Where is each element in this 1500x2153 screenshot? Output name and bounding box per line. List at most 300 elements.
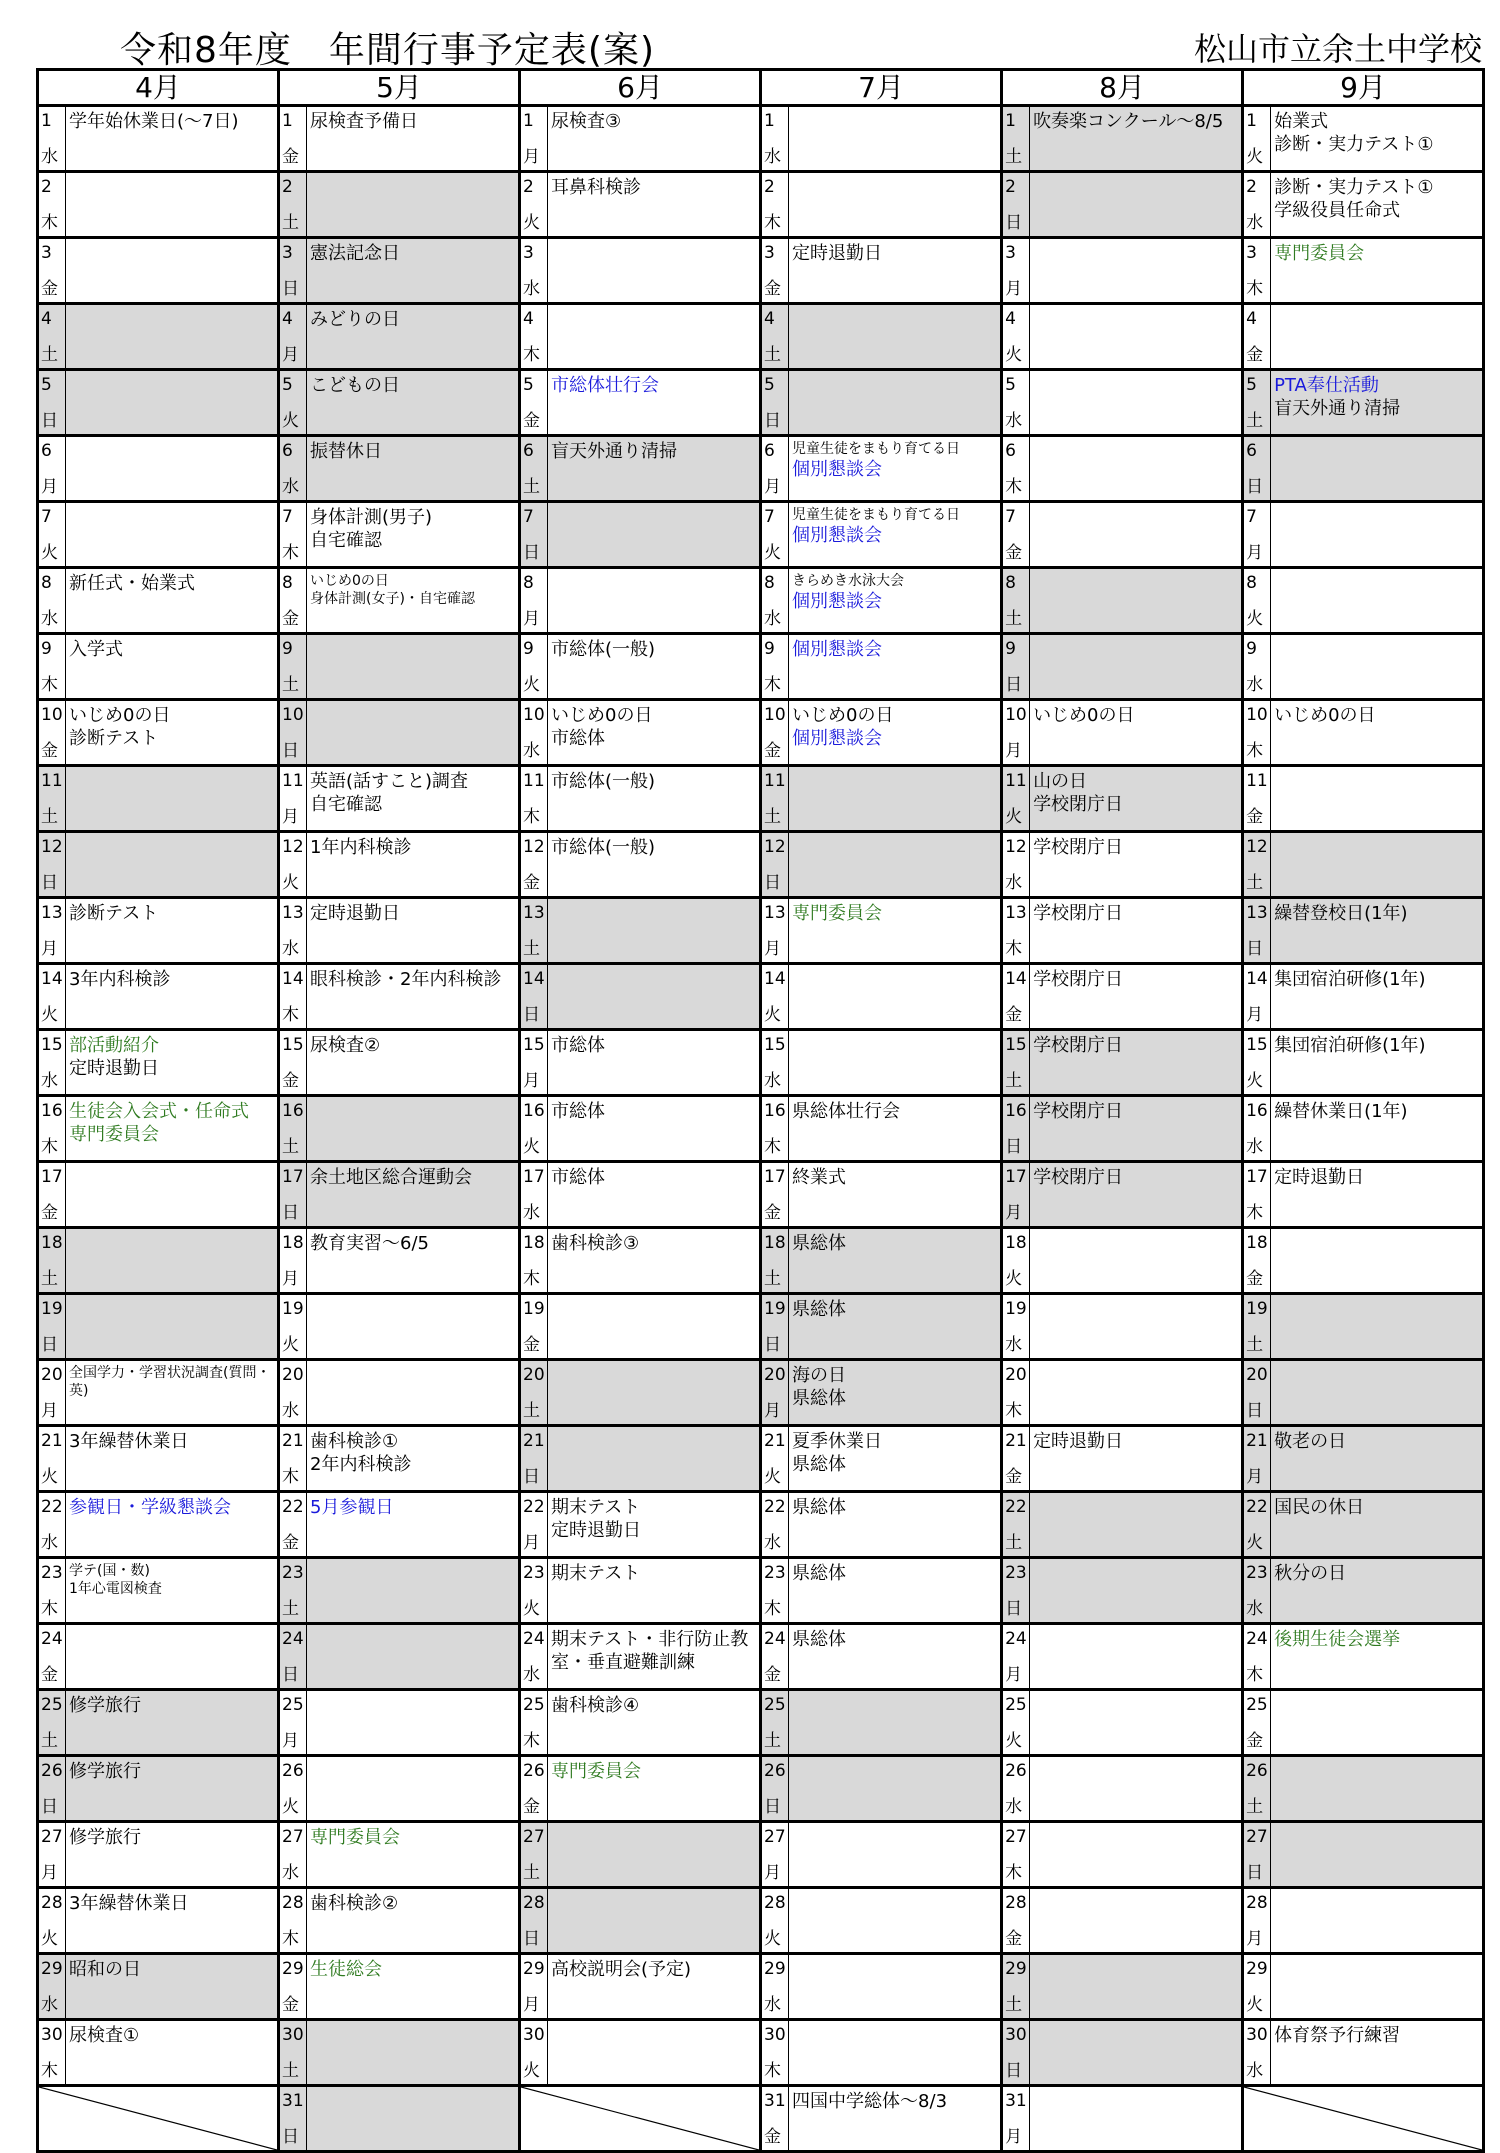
day-number: 5 <box>764 375 775 395</box>
event-cell <box>1030 2086 1243 2152</box>
date-cell <box>279 964 307 1030</box>
event-list <box>66 1361 277 1400</box>
event-list <box>307 305 518 331</box>
event-cell <box>789 238 1002 304</box>
day-number: 16 <box>523 1101 545 1121</box>
day-number: 15 <box>41 1035 63 1055</box>
weekday: 金 <box>1246 1269 1264 1289</box>
event-text: 個別懇談会 <box>792 459 883 480</box>
event-text: 市総体 <box>551 1101 606 1122</box>
event-cell <box>307 1756 520 1822</box>
event-cell <box>789 1162 1002 1228</box>
weekday: 金 <box>1246 807 1264 827</box>
weekday: 土 <box>41 807 58 827</box>
event-text: 診断・実力テスト① <box>1274 177 1434 198</box>
event-cell <box>307 1228 520 1294</box>
weekday: 日 <box>1005 1137 1023 1157</box>
weekday: 月 <box>764 477 782 497</box>
event-cell <box>307 1426 520 1492</box>
event-cell <box>1030 1558 1243 1624</box>
weekday: 火 <box>523 1599 541 1619</box>
day-number: 25 <box>764 1695 786 1715</box>
weekday: 木 <box>523 345 541 365</box>
event-text: 吹奏楽コンクール～8/5 <box>1033 111 1224 132</box>
date-cell <box>1002 1030 1030 1096</box>
event-list <box>307 503 518 552</box>
event-cell <box>1271 238 1484 304</box>
event-cell <box>789 1426 1002 1492</box>
event-text: 専門委員会 <box>310 1827 401 1848</box>
event-text: 海の日 <box>792 1365 847 1386</box>
event-cell <box>789 2020 1002 2086</box>
date-cell <box>1002 1624 1030 1690</box>
date-cell <box>1243 1228 1271 1294</box>
event-text: 始業式 <box>1274 111 1329 132</box>
date-cell <box>520 832 548 898</box>
event-cell <box>548 766 761 832</box>
event-text: 定時退勤日 <box>551 1520 642 1541</box>
day-number: 31 <box>282 2091 304 2111</box>
event-cell <box>1271 1096 1484 1162</box>
event-cell <box>307 1360 520 1426</box>
weekday: 火 <box>523 213 541 233</box>
weekday: 日 <box>41 1797 58 1817</box>
date-cell <box>38 1162 66 1228</box>
day-number: 8 <box>41 573 52 593</box>
event-cell <box>548 304 761 370</box>
date-cell <box>279 2020 307 2086</box>
weekday: 月 <box>282 1269 300 1289</box>
event-list <box>1030 371 1241 374</box>
event-text: 市総体 <box>551 1035 606 1056</box>
event-list <box>548 305 759 308</box>
event-cell <box>1030 1162 1243 1228</box>
event-cell <box>1271 1624 1484 1690</box>
date-cell <box>761 106 789 172</box>
event-list <box>1271 1625 1482 1651</box>
date-cell <box>1243 238 1271 304</box>
day-number: 10 <box>282 705 304 725</box>
day-number: 3 <box>523 243 534 263</box>
date-cell <box>38 1096 66 1162</box>
weekday: 木 <box>1005 1401 1023 1421</box>
day-number: 14 <box>41 969 63 989</box>
event-list <box>307 1361 518 1364</box>
weekday: 火 <box>282 1797 300 1817</box>
date-cell <box>520 436 548 502</box>
day-number: 12 <box>764 837 786 857</box>
event-list <box>66 1163 277 1166</box>
date-cell <box>38 502 66 568</box>
event-list <box>307 107 518 133</box>
weekday: 木 <box>282 543 300 563</box>
weekday: 木 <box>1005 1863 1023 1883</box>
day-number: 16 <box>1005 1101 1027 1121</box>
weekday: 月 <box>1005 1203 1023 1223</box>
event-text: 盲天外通り清掃 <box>1274 398 1401 419</box>
event-list <box>1030 1295 1241 1298</box>
day-row <box>38 1954 1484 2020</box>
event-cell <box>307 238 520 304</box>
event-text: 自宅確認 <box>310 530 383 551</box>
event-list <box>66 767 277 770</box>
weekday: 木 <box>282 1929 300 1949</box>
weekday: 火 <box>764 1005 782 1025</box>
event-list <box>66 1493 277 1519</box>
day-number: 21 <box>1005 1431 1027 1451</box>
day-number: 22 <box>1005 1497 1027 1517</box>
event-list <box>1030 1955 1241 1958</box>
weekday: 金 <box>282 609 300 629</box>
weekday: 水 <box>764 609 782 629</box>
day-number: 13 <box>282 903 304 923</box>
event-list <box>548 1361 759 1364</box>
event-cell <box>1271 1756 1484 1822</box>
weekday: 月 <box>1005 279 1023 299</box>
event-cell <box>789 1888 1002 1954</box>
day-number: 3 <box>1246 243 1257 263</box>
day-number: 27 <box>1246 1827 1268 1847</box>
day-number: 31 <box>1005 2091 1027 2111</box>
day-number: 27 <box>1005 1827 1027 1847</box>
weekday: 火 <box>41 1467 58 1487</box>
day-number: 21 <box>1246 1431 1268 1451</box>
event-cell <box>789 1360 1002 1426</box>
date-cell <box>38 1030 66 1096</box>
day-number: 23 <box>41 1563 63 1583</box>
weekday: 火 <box>523 2061 541 2081</box>
day-row <box>38 238 1484 304</box>
date-cell <box>279 1558 307 1624</box>
date-cell <box>279 1360 307 1426</box>
weekday: 水 <box>1005 873 1023 893</box>
date-cell <box>761 634 789 700</box>
date-cell <box>38 1954 66 2020</box>
day-number: 17 <box>523 1167 545 1187</box>
event-cell <box>66 1690 279 1756</box>
day-number: 12 <box>1246 837 1268 857</box>
day-number: 24 <box>523 1629 545 1649</box>
event-list <box>789 1955 1000 1958</box>
event-cell <box>548 1558 761 1624</box>
weekday: 火 <box>523 675 541 695</box>
event-text: きらめき水泳大会 <box>792 573 905 589</box>
weekday: 水 <box>41 1995 58 2015</box>
date-cell <box>1002 238 1030 304</box>
weekday: 月 <box>523 147 541 167</box>
weekday: 金 <box>282 1533 300 1553</box>
event-text: 3年内科検診 <box>69 969 171 990</box>
event-list <box>789 1493 1000 1519</box>
date-cell <box>1243 1954 1271 2020</box>
day-number: 9 <box>1246 639 1257 659</box>
event-list <box>66 1691 277 1717</box>
event-cell <box>548 898 761 964</box>
event-list <box>307 569 518 608</box>
weekday: 木 <box>1005 477 1023 497</box>
day-number: 14 <box>282 969 304 989</box>
date-cell <box>1243 634 1271 700</box>
day-row <box>38 1294 1484 1360</box>
day-number: 10 <box>1246 705 1268 725</box>
event-list <box>789 1031 1000 1034</box>
event-text: 定時退勤日 <box>310 903 401 924</box>
date-cell <box>1002 1558 1030 1624</box>
weekday: 金 <box>282 1071 300 1091</box>
event-list <box>548 833 759 859</box>
weekday: 火 <box>764 1929 782 1949</box>
day-number: 2 <box>282 177 293 197</box>
event-text: 県総体 <box>792 1629 847 1650</box>
event-cell <box>789 766 1002 832</box>
event-cell <box>66 1558 279 1624</box>
date-cell <box>761 964 789 1030</box>
school-name: 松山市立余土中学校 <box>1193 30 1482 68</box>
weekday: 金 <box>41 1203 58 1223</box>
event-cell <box>1271 898 1484 964</box>
event-cell <box>1030 502 1243 568</box>
event-list <box>1271 503 1482 506</box>
event-list <box>789 1625 1000 1651</box>
date-cell <box>761 1426 789 1492</box>
day-number: 29 <box>1246 1959 1268 1979</box>
event-cell <box>548 1228 761 1294</box>
date-cell <box>1002 106 1030 172</box>
event-cell <box>307 1030 520 1096</box>
event-cell <box>66 634 279 700</box>
event-cell <box>548 238 761 304</box>
event-cell <box>1030 1822 1243 1888</box>
day-number: 16 <box>41 1101 63 1121</box>
event-list <box>548 1955 759 1981</box>
weekday: 日 <box>41 1335 58 1355</box>
event-cell <box>307 1162 520 1228</box>
event-cell <box>1030 700 1243 766</box>
weekday: 水 <box>1246 675 1264 695</box>
weekday: 土 <box>1246 873 1264 893</box>
date-cell <box>1002 1228 1030 1294</box>
date-cell <box>1002 568 1030 634</box>
event-list <box>66 635 277 661</box>
day-row <box>38 766 1484 832</box>
date-cell <box>1243 1426 1271 1492</box>
date-cell <box>761 1690 789 1756</box>
event-cell <box>789 172 1002 238</box>
event-list <box>307 1823 518 1849</box>
day-number: 6 <box>1246 441 1257 461</box>
day-row <box>38 1888 1484 1954</box>
weekday: 日 <box>1005 2061 1023 2081</box>
event-list <box>307 2021 518 2024</box>
day-number: 14 <box>1005 969 1027 989</box>
weekday: 日 <box>764 873 782 893</box>
event-list <box>307 1031 518 1057</box>
day-number: 22 <box>1246 1497 1268 1517</box>
event-list <box>1271 1955 1482 1958</box>
diagonal-strike <box>39 2087 277 2150</box>
event-cell <box>1271 1228 1484 1294</box>
event-cell <box>789 436 1002 502</box>
weekday: 水 <box>764 1533 782 1553</box>
weekday: 金 <box>1005 543 1023 563</box>
day-number: 26 <box>1005 1761 1027 1781</box>
weekday: 水 <box>764 1995 782 2015</box>
event-text: 市総体(一般) <box>551 837 656 858</box>
date-cell <box>520 2020 548 2086</box>
event-list <box>66 1427 277 1453</box>
date-cell <box>38 1294 66 1360</box>
day-number: 15 <box>1005 1035 1027 1055</box>
event-list <box>1271 107 1482 156</box>
event-list <box>1030 1889 1241 1892</box>
date-cell <box>38 370 66 436</box>
event-text: 集団宿泊研修(1年) <box>1274 969 1426 990</box>
weekday: 金 <box>41 279 58 299</box>
event-text: いじめ0の日 <box>1033 705 1135 726</box>
weekday: 日 <box>41 411 58 431</box>
day-number: 1 <box>41 111 52 131</box>
event-cell <box>1271 502 1484 568</box>
weekday: 木 <box>41 2061 58 2081</box>
date-cell <box>761 1954 789 2020</box>
weekday: 木 <box>41 1599 58 1619</box>
weekday: 月 <box>1246 1467 1264 1487</box>
date-cell <box>279 1030 307 1096</box>
date-cell <box>38 568 66 634</box>
event-list <box>1271 965 1482 991</box>
date-cell <box>38 304 66 370</box>
day-number: 18 <box>523 1233 545 1253</box>
event-cell <box>548 370 761 436</box>
date-cell <box>520 1426 548 1492</box>
day-row <box>38 1030 1484 1096</box>
event-list <box>307 2087 518 2090</box>
event-cell <box>66 700 279 766</box>
event-text: 学校閉庁日 <box>1033 1167 1124 1188</box>
date-cell <box>1002 370 1030 436</box>
date-cell <box>279 1822 307 1888</box>
blank-cell <box>38 2086 279 2152</box>
day-number: 4 <box>1005 309 1016 329</box>
date-cell <box>520 1624 548 1690</box>
event-text: 県総体 <box>792 1497 847 1518</box>
date-cell <box>1243 1162 1271 1228</box>
weekday: 月 <box>1005 741 1023 761</box>
weekday: 月 <box>764 1401 782 1421</box>
date-cell <box>520 1492 548 1558</box>
event-cell <box>548 1822 761 1888</box>
event-cell <box>1030 106 1243 172</box>
blank-cell <box>520 2086 761 2152</box>
event-list <box>548 635 759 661</box>
date-cell <box>1243 1294 1271 1360</box>
event-cell <box>307 2086 520 2152</box>
date-cell <box>1243 1030 1271 1096</box>
weekday: 金 <box>41 741 58 761</box>
event-cell <box>548 2020 761 2086</box>
event-cell <box>1271 1822 1484 1888</box>
event-cell <box>789 2086 1002 2152</box>
diagonal-strike <box>1244 2087 1482 2150</box>
day-number: 9 <box>41 639 52 659</box>
day-number: 28 <box>523 1893 545 1913</box>
date-cell <box>279 1888 307 1954</box>
event-cell <box>1030 436 1243 502</box>
weekday: 水 <box>282 1863 300 1883</box>
weekday: 火 <box>1246 1995 1264 2015</box>
event-text: 後期生徒会選挙 <box>1274 1629 1401 1650</box>
event-list <box>307 239 518 265</box>
day-number: 28 <box>1246 1893 1268 1913</box>
event-text: 学年始休業日(～7日) <box>69 111 239 132</box>
event-text: いじめ0の日 <box>551 705 653 726</box>
event-text: 市総体 <box>551 728 606 749</box>
day-number: 30 <box>764 2025 786 2045</box>
event-text: こどもの日 <box>310 375 401 396</box>
event-list <box>789 239 1000 265</box>
event-list <box>66 371 277 374</box>
date-cell <box>1243 1360 1271 1426</box>
date-cell <box>1002 1888 1030 1954</box>
date-cell <box>1243 1822 1271 1888</box>
event-cell <box>789 1030 1002 1096</box>
weekday: 木 <box>41 1137 58 1157</box>
date-cell <box>1002 832 1030 898</box>
event-list <box>548 371 759 397</box>
event-cell <box>1030 898 1243 964</box>
date-cell <box>520 1822 548 1888</box>
event-cell <box>548 172 761 238</box>
event-list <box>66 1097 277 1146</box>
date-cell <box>1002 1360 1030 1426</box>
day-number: 21 <box>41 1431 63 1451</box>
date-cell <box>279 898 307 964</box>
weekday: 日 <box>1005 1599 1023 1619</box>
date-cell <box>279 106 307 172</box>
event-text: 生徒総会 <box>310 1959 383 1980</box>
event-text: 学校閉庁日 <box>1033 1035 1124 1056</box>
day-number: 6 <box>764 441 775 461</box>
date-cell <box>1002 700 1030 766</box>
weekday: 木 <box>282 1005 300 1025</box>
date-cell <box>279 1162 307 1228</box>
day-number: 1 <box>1246 111 1257 131</box>
day-number: 4 <box>523 309 534 329</box>
event-text: 憲法記念日 <box>310 243 401 264</box>
event-text: 3年繰替休業日 <box>69 1893 189 1914</box>
day-number: 3 <box>1005 243 1016 263</box>
weekday: 金 <box>764 1665 782 1685</box>
day-number: 7 <box>764 507 775 527</box>
weekday: 日 <box>523 1467 541 1487</box>
date-cell <box>1002 304 1030 370</box>
event-list <box>1271 437 1482 440</box>
event-list <box>66 503 277 506</box>
event-text: 市総体(一般) <box>551 771 656 792</box>
day-number: 10 <box>523 705 545 725</box>
weekday: 土 <box>282 675 300 695</box>
day-row <box>38 370 1484 436</box>
event-text: 専門委員会 <box>551 1761 642 1782</box>
date-cell <box>1243 568 1271 634</box>
event-text: 四国中学総体～8/3 <box>792 2091 948 2112</box>
weekday: 金 <box>523 873 541 893</box>
event-list <box>1271 833 1482 836</box>
date-cell <box>520 106 548 172</box>
event-cell <box>789 1954 1002 2020</box>
event-cell <box>789 898 1002 964</box>
event-cell <box>66 1954 279 2020</box>
